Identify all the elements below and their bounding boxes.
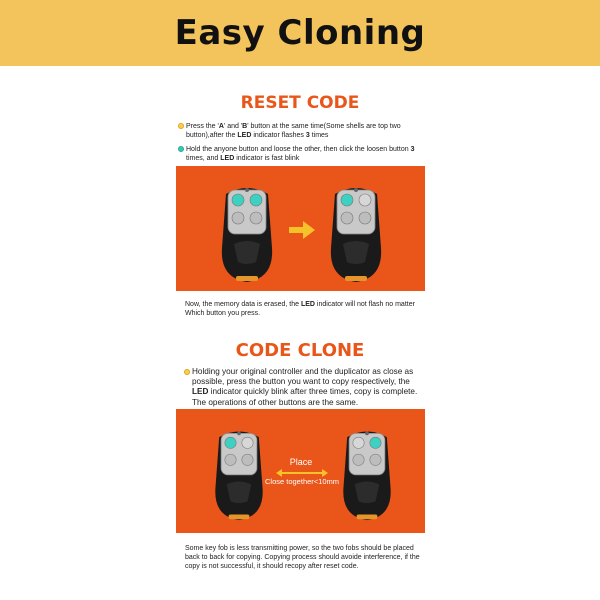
code-clone-heading: CODE CLONE bbox=[235, 340, 365, 361]
double-arrow-icon bbox=[276, 469, 328, 477]
reset-code-heading: RESET CODE bbox=[240, 93, 360, 113]
key-fob-remote-icon bbox=[212, 178, 282, 286]
arrow-right-icon bbox=[289, 221, 315, 239]
clone-note: Some key fob is less transmitting power, so the two fobs should be placed back to back for copying. Copying process should avoide interference, if the copy is not successful, it should recopy after reset code. bbox=[185, 545, 420, 570]
reset-step-1: Press the 'A' and 'B' button at the same time(Some shells are top two button),after the LED indicator flashes 3 times bbox=[186, 122, 422, 140]
page-title: Easy Cloning bbox=[174, 13, 426, 53]
place-label: Place bbox=[289, 457, 313, 467]
clone-illustration-panel bbox=[176, 409, 425, 533]
reset-step-2: Hold the anyone button and loose the other, then click the loosen button 3 times, and LED indicator is fast blink bbox=[186, 145, 422, 163]
clone-step: Holding your original controller and the duplicator as close as possible, press the button you want to copy respectively, the LED indicator quickly blink after three times, copy is complete. The operations of other buttons are the same. bbox=[192, 367, 422, 408]
header-banner bbox=[0, 0, 600, 66]
bullet-icon bbox=[184, 369, 190, 375]
bullet-icon bbox=[178, 123, 184, 129]
key-fob-remote-icon bbox=[321, 178, 391, 286]
key-fob-remote-icon bbox=[334, 421, 400, 525]
distance-label: Close together<10mm bbox=[265, 477, 339, 486]
bullet-icon bbox=[178, 146, 184, 152]
key-fob-remote-icon bbox=[206, 421, 272, 525]
reset-illustration-panel bbox=[176, 166, 425, 291]
reset-note: Now, the memory data is erased, the LED indicator will not flash no matter Which button you press. bbox=[185, 301, 415, 317]
